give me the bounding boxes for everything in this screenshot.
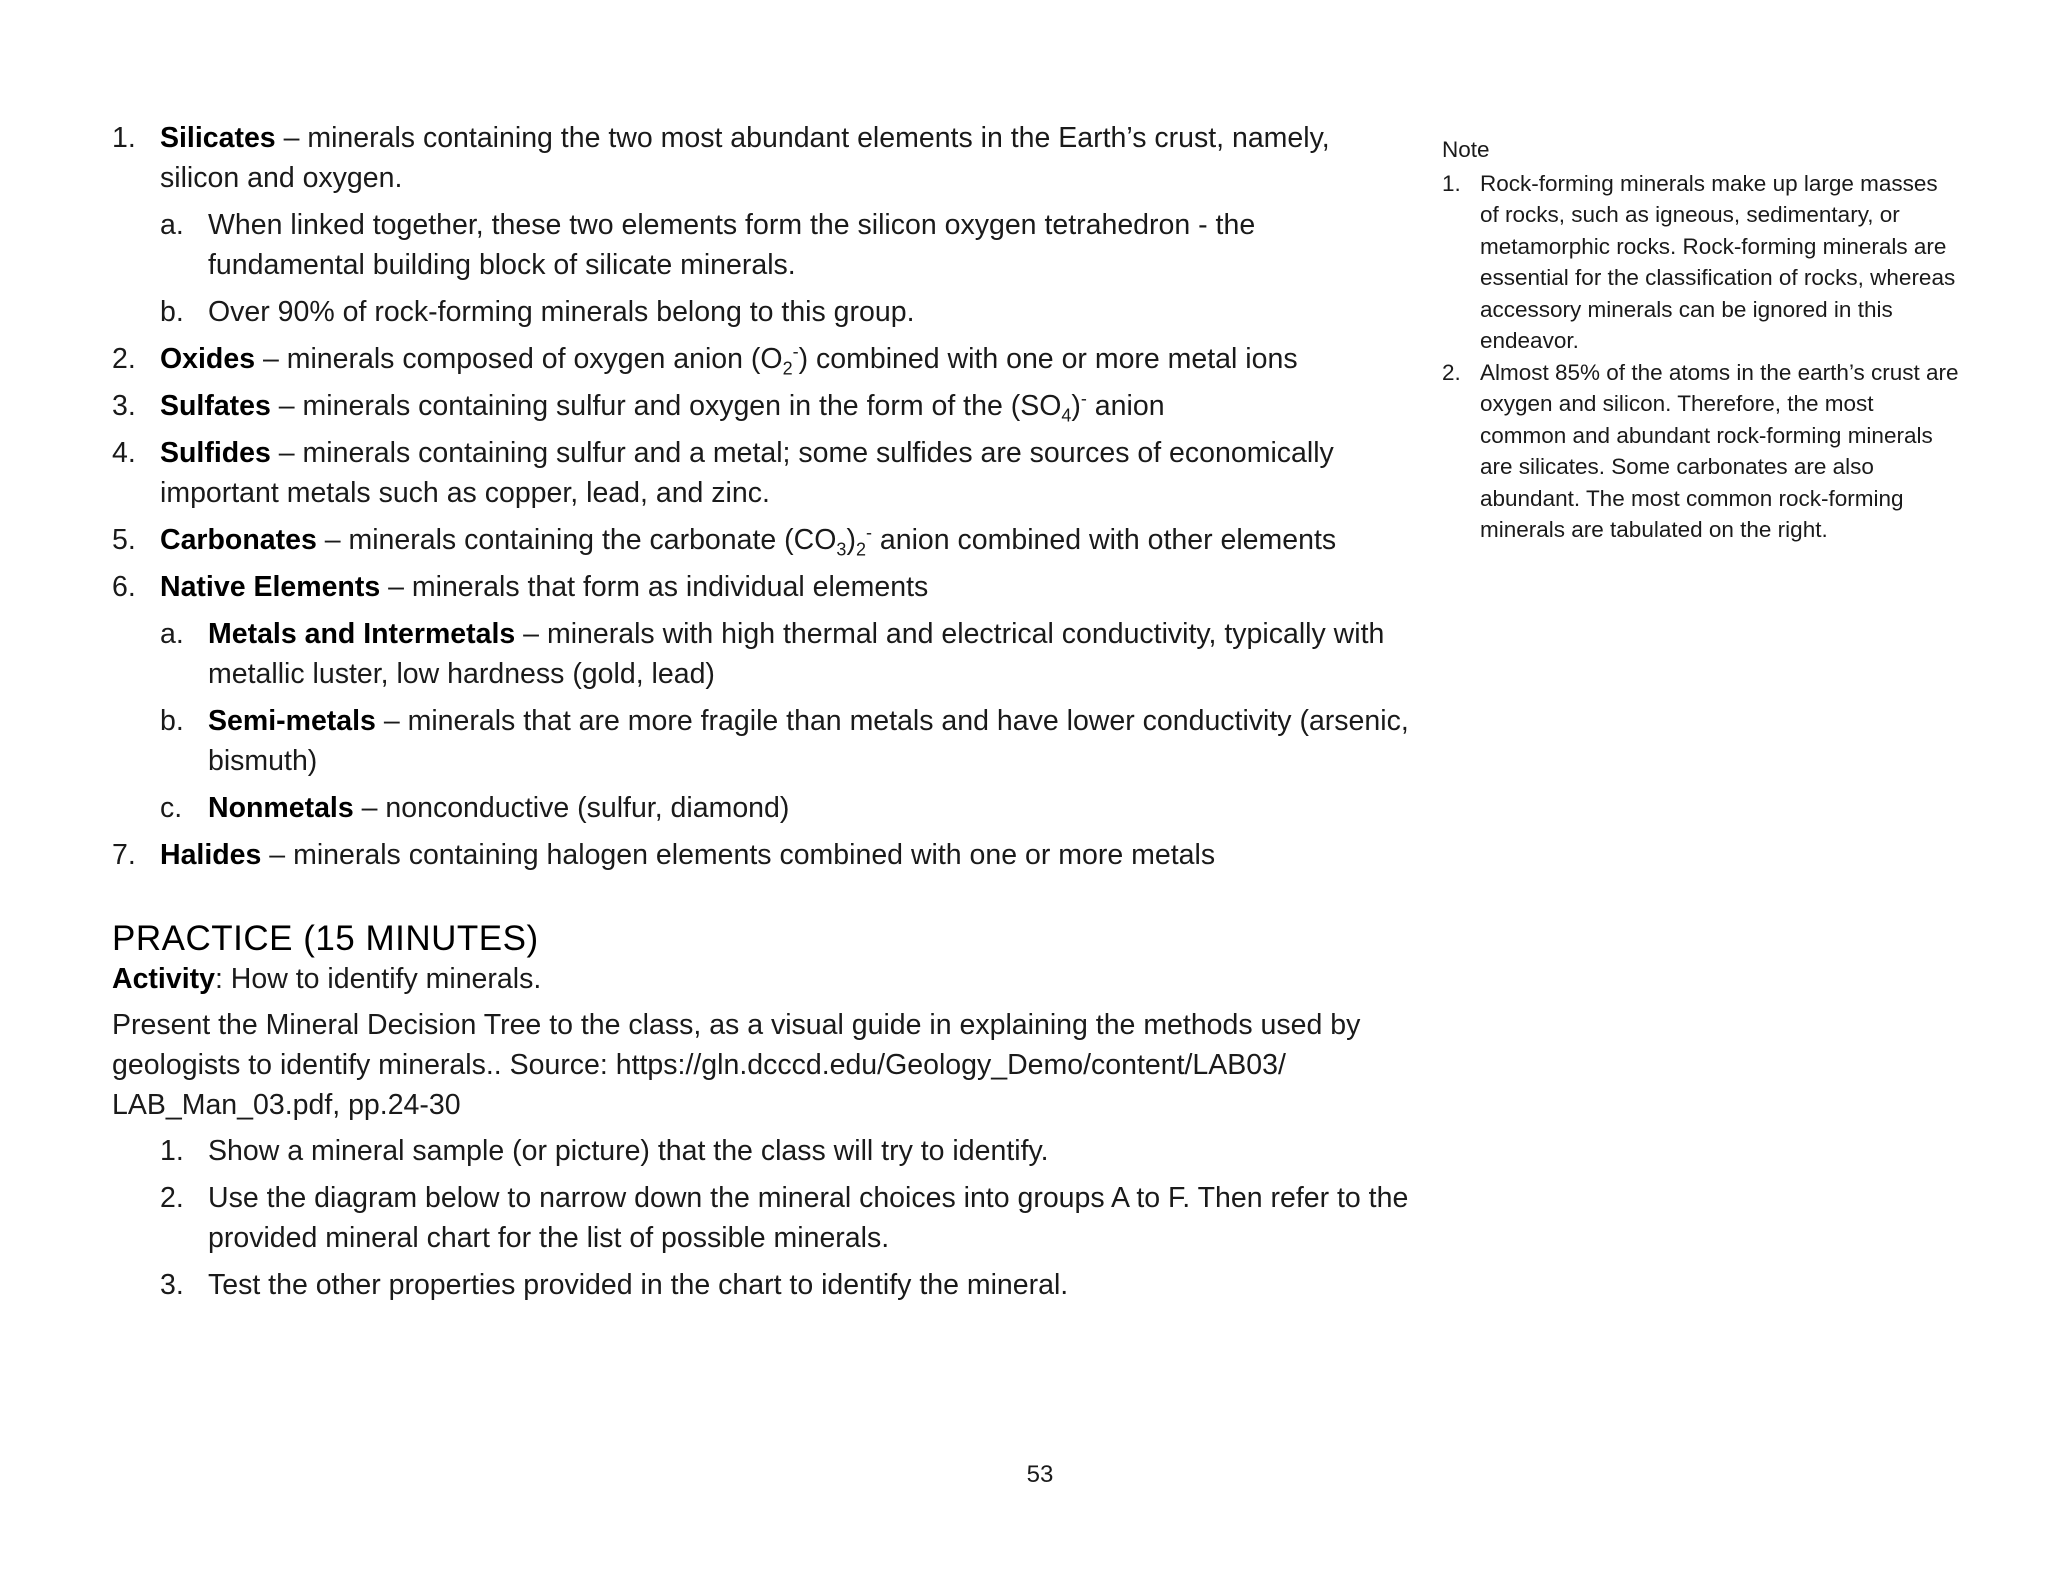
list-subitem-nonmetals (112, 788, 1412, 828)
superscript: - (792, 341, 799, 362)
step-number: 1. (160, 1135, 184, 1167)
description: – minerals with high thermal and electrical conductivity, typically with metallic luster, low hardness (gold, lead) (208, 618, 1385, 690)
superscript: - (865, 522, 872, 543)
description: When linked together, these two elements form the silicon oxygen tetrahedron - the fundamental building block of silicate minerals. (208, 209, 1256, 281)
description-part: – minerals composed of oxygen anion (O (255, 343, 783, 375)
description: – minerals containing halogen elements combined with one or more metals (261, 839, 1216, 871)
note-item (1442, 168, 1962, 357)
description-part: ) (1071, 390, 1081, 422)
list-number: 4. (112, 437, 136, 469)
activity-line (112, 959, 1412, 999)
term-oxides: Oxides (160, 343, 256, 375)
list-subitem (112, 205, 1412, 285)
term-halides: Halides (160, 839, 262, 871)
term-silicates: Silicates (160, 122, 276, 154)
description: – minerals containing the two most abundant elements in the Earth’s crust, namely, silicon and oxygen. (160, 122, 1330, 194)
step-number: 2. (160, 1182, 184, 1214)
description-part: anion (1086, 390, 1165, 422)
superscript: - (1080, 388, 1087, 409)
list-number: 5. (112, 524, 136, 556)
list-letter: c. (160, 792, 183, 824)
step-item (112, 1265, 1412, 1305)
description: – nonconductive (sulfur, diamond) (353, 792, 790, 824)
subscript: 3 (836, 539, 847, 560)
description-part: ) (846, 524, 856, 556)
term-semi-metals: Semi-metals (208, 705, 376, 737)
step-number: 3. (160, 1269, 184, 1301)
step-text: Use the diagram below to narrow down the mineral choices into groups A to F. Then refer to the provided mineral chart for the list of possible minerals. (208, 1182, 1409, 1254)
step-item (112, 1178, 1412, 1258)
list-item-carbonates (112, 520, 1412, 560)
description-part: – minerals containing sulfur and oxygen in the form of the (SO (270, 390, 1062, 422)
page-number: 53 (1026, 1461, 1054, 1488)
list-subitem (112, 292, 1412, 332)
description: – minerals that are more fragile than metals and have lower conductivity (arsenic, bismuth) (208, 705, 1409, 777)
list-letter: b. (160, 296, 184, 328)
list-item-sulfides (112, 433, 1412, 513)
term-sulfides: Sulfides (160, 437, 271, 469)
term-nonmetals: Nonmetals (208, 792, 354, 824)
note-title: Note (1442, 137, 1490, 162)
description-part: anion combined with other elements (871, 524, 1337, 556)
note-text: Almost 85% of the atoms in the earth’s crust are oxygen and silicon. Therefore, the most common and abundant rock-forming minerals are silicates. Some carbonates are also abundant. The most common rock-forming minerals are tabulated on the right. (1480, 359, 1959, 542)
term-metals: Metals and Intermetals (208, 618, 516, 650)
description-part: – minerals containing the carbonate (CO (316, 524, 837, 556)
list-item-sulfates (112, 386, 1412, 426)
list-letter: a. (160, 209, 184, 241)
step-item (112, 1131, 1412, 1171)
description: – minerals that form as individual elements (380, 571, 929, 603)
list-number: 1. (112, 122, 136, 154)
list-item-oxides (112, 339, 1412, 379)
note-text: Rock-forming minerals make up large masses of rocks, such as igneous, sedimentary, or metamorphic rocks. Rock-forming minerals are essential for the classification of rocks, whereas accessory minerals can be ignored in this endeavor. (1480, 170, 1956, 353)
list-number: 7. (112, 839, 136, 871)
list-subitem-metals (112, 614, 1412, 694)
subscript: 4 (1061, 405, 1072, 426)
term-native-elements: Native Elements (160, 571, 381, 603)
activity-label: Activity (112, 963, 215, 995)
note-item (1442, 357, 1962, 546)
list-letter: b. (160, 705, 184, 737)
practice-heading: PRACTICE (15 MINUTES) (112, 919, 539, 958)
description: Over 90% of rock-forming minerals belong to this group. (208, 296, 915, 328)
side-note (1442, 134, 1962, 546)
description: – minerals containing sulfur and a metal; some sulfides are sources of economically important metals such as copper, lead, and zinc. (160, 437, 1334, 509)
step-text: Test the other properties provided in the chart to identify the mineral. (208, 1269, 1069, 1301)
term-sulfates: Sulfates (160, 390, 271, 422)
subscript: 2 (782, 358, 793, 379)
list-number: 6. (112, 571, 136, 603)
main-column (112, 118, 1412, 1312)
description-part: ) combined with one or more metal ions (798, 343, 1298, 375)
term-carbonates: Carbonates (160, 524, 317, 556)
practice-steps (112, 1131, 1412, 1305)
note-number: 2. (1442, 359, 1461, 385)
subscript: 2 (855, 539, 866, 560)
practice-paragraph: Present the Mineral Decision Tree to the class, as a visual guide in explaining the methods used by geologists to identify minerals.. Source: https://gln.dcccd.edu/Geology_Demo/content/LAB03/ LAB_Man_03.pdf, pp.24-30 (112, 1009, 1361, 1121)
list-item-native-elements (112, 567, 1412, 607)
list-letter: a. (160, 618, 184, 650)
note-number: 1. (1442, 170, 1461, 196)
activity-text: : How to identify minerals. (214, 963, 542, 995)
list-number: 2. (112, 343, 136, 375)
list-item-silicates (112, 118, 1412, 198)
list-item-halides (112, 835, 1412, 875)
list-number: 3. (112, 390, 136, 422)
mineral-groups-list (112, 118, 1412, 875)
step-text: Show a mineral sample (or picture) that the class will try to identify. (208, 1135, 1049, 1167)
list-subitem-semi-metals (112, 701, 1412, 781)
